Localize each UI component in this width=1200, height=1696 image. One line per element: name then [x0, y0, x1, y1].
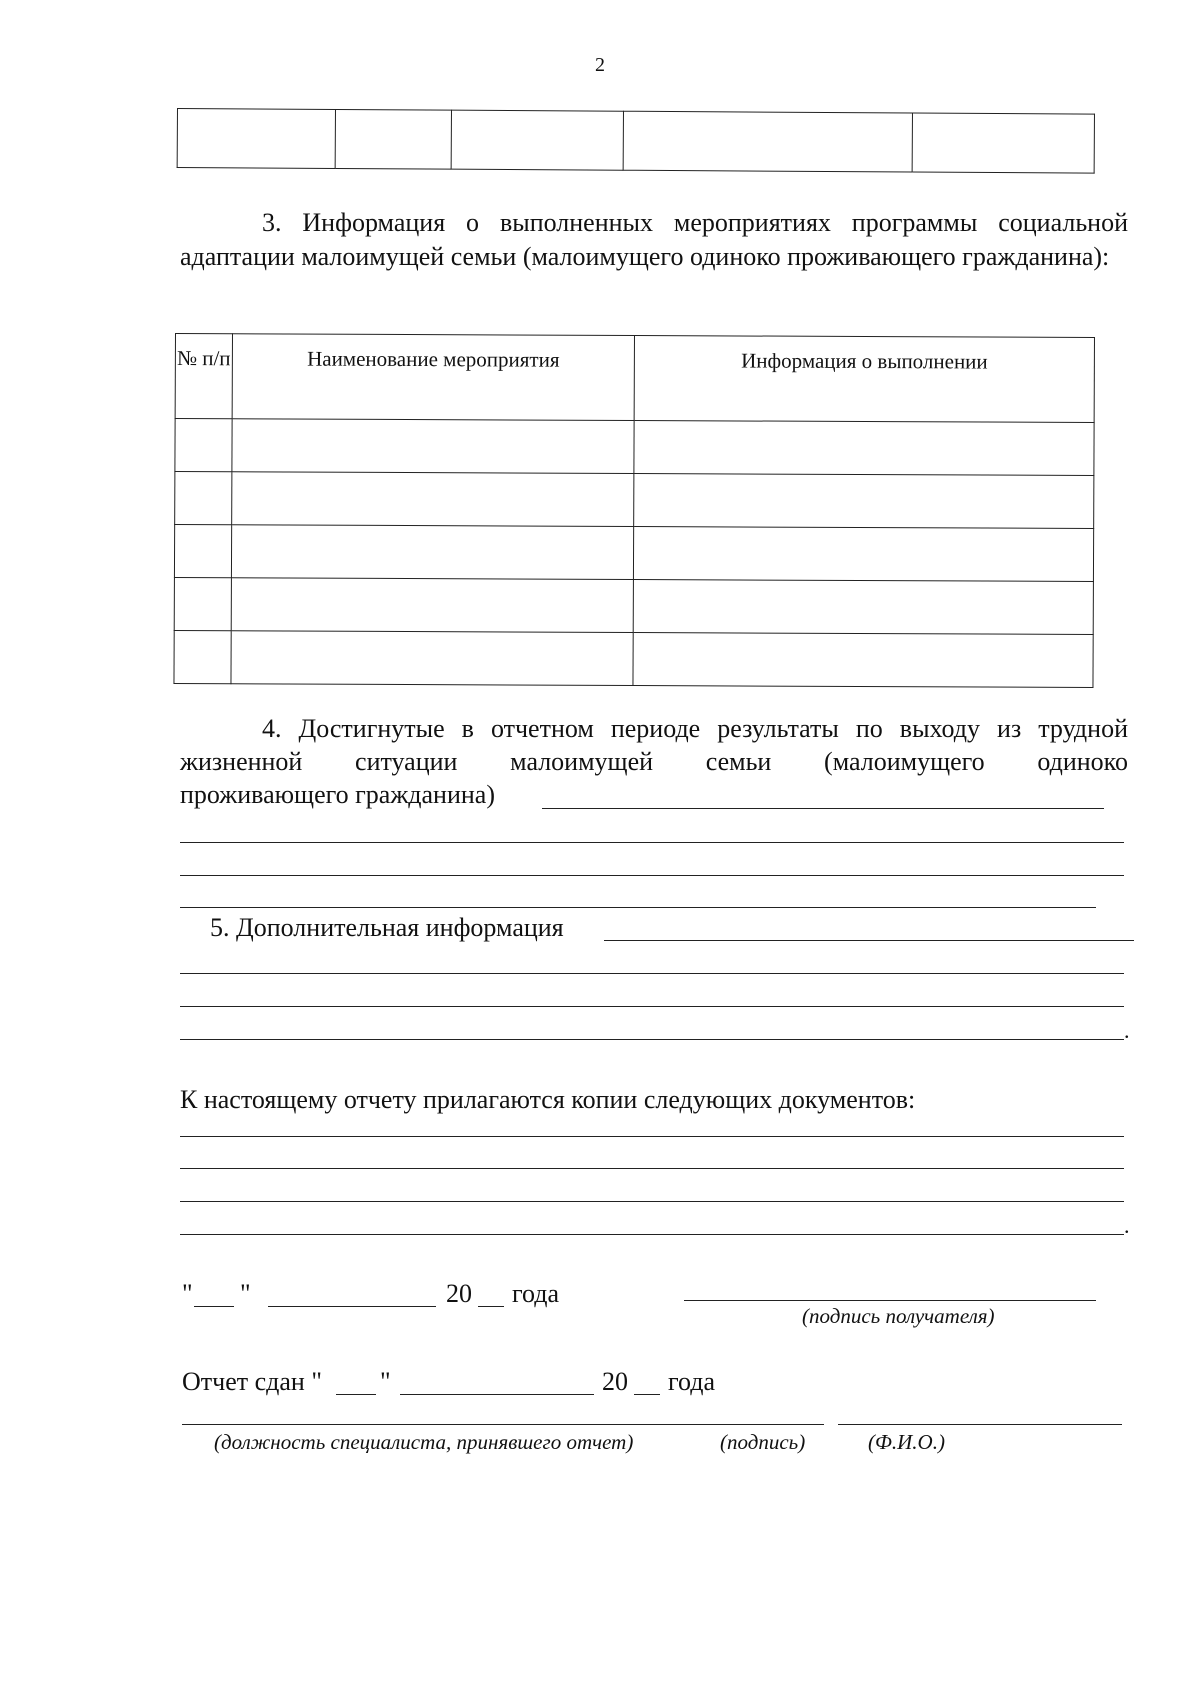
- table-cell: [623, 111, 912, 172]
- page-number: 2: [595, 54, 605, 76]
- table-cell: [451, 110, 623, 170]
- table-header-row: [175, 334, 1094, 423]
- section4-line2: жизненной ситуации малоимущей семьи (малоимущего одиноко: [180, 747, 1128, 776]
- report-year-prefix: 20: [602, 1367, 628, 1396]
- table-row: [177, 109, 1094, 174]
- table-cell[interactable]: [231, 631, 634, 686]
- table-cell[interactable]: [174, 630, 231, 683]
- date-year-prefix: 20: [446, 1279, 472, 1308]
- day-field[interactable]: [194, 1306, 234, 1307]
- fill-line[interactable]: [604, 940, 1134, 941]
- month-field[interactable]: [400, 1394, 594, 1395]
- table-row: [174, 630, 1093, 687]
- date-quote-open: ": [182, 1279, 193, 1308]
- table-cell: [177, 109, 335, 169]
- section3-text: 3. Информация о выполненных мероприятиях программы социальной адаптации малоимущей семьи (малоимущего одиноко проживающего гражданина):: [180, 208, 1128, 271]
- recipient-signature-caption: (подпись получателя): [802, 1304, 995, 1328]
- col-header-completion-info: Информация о выполнении: [634, 336, 1094, 423]
- fill-line[interactable]: [180, 875, 1124, 876]
- month-field[interactable]: [268, 1306, 436, 1307]
- col-header-no: № п/п: [175, 334, 232, 419]
- continued-table: [177, 108, 1095, 174]
- table-row: [174, 525, 1093, 582]
- fill-line[interactable]: [180, 1234, 1124, 1235]
- table-cell[interactable]: [175, 472, 232, 525]
- table-cell[interactable]: [175, 419, 232, 472]
- specialist-name-line[interactable]: [838, 1424, 1122, 1425]
- fill-line[interactable]: [180, 973, 1124, 974]
- fill-line[interactable]: [180, 1136, 1124, 1137]
- recipient-signature-line[interactable]: [684, 1300, 1096, 1301]
- table-cell[interactable]: [633, 580, 1093, 635]
- fill-line[interactable]: [180, 842, 1124, 843]
- table-row: [175, 472, 1094, 529]
- table-row: [174, 577, 1093, 634]
- table-cell[interactable]: [634, 527, 1094, 582]
- table-cell: [335, 109, 452, 169]
- fill-line[interactable]: [180, 1006, 1124, 1007]
- table-cell[interactable]: [634, 421, 1094, 476]
- end-dot: .: [1124, 1018, 1130, 1043]
- report-year-suffix: года: [668, 1367, 716, 1396]
- table-cell: [912, 113, 1094, 173]
- fill-line[interactable]: [180, 1201, 1124, 1202]
- table-cell[interactable]: [232, 419, 635, 474]
- table-cell[interactable]: [174, 525, 231, 578]
- report-submitted-label: Отчет сдан ": [182, 1367, 322, 1396]
- end-dot: .: [1124, 1213, 1130, 1238]
- section4-line3: проживающего гражданина): [180, 780, 495, 809]
- table-cell[interactable]: [633, 633, 1093, 688]
- table-cell[interactable]: [174, 577, 231, 630]
- fill-line[interactable]: [180, 1168, 1124, 1169]
- table-cell[interactable]: [231, 472, 634, 527]
- year-field[interactable]: [634, 1394, 660, 1395]
- caption-signature: (подпись): [720, 1430, 806, 1454]
- section5-label: 5. Дополнительная информация: [210, 913, 564, 942]
- fill-line[interactable]: [180, 1039, 1124, 1040]
- year-field[interactable]: [478, 1306, 504, 1307]
- caption-specialist-position: (должность специалиста, принявшего отчет): [214, 1430, 634, 1454]
- fill-line[interactable]: [542, 808, 1104, 809]
- section4-line1: 4. Достигнутые в отчетном периоде результаты по выходу из трудной: [262, 714, 1128, 743]
- table-cell[interactable]: [634, 474, 1094, 529]
- day-field[interactable]: [336, 1394, 376, 1395]
- date-year-suffix: года: [512, 1279, 560, 1308]
- specialist-position-line[interactable]: [182, 1424, 824, 1425]
- events-table: [173, 333, 1095, 688]
- table-row: [175, 419, 1094, 476]
- date-quote-close: ": [240, 1279, 251, 1308]
- table-cell[interactable]: [231, 578, 634, 633]
- attachments-label: К настоящему отчету прилагаются копии следующих документов:: [180, 1085, 916, 1114]
- report-quote-close: ": [380, 1367, 391, 1396]
- caption-full-name: (Ф.И.О.): [868, 1430, 945, 1454]
- fill-line[interactable]: [180, 907, 1096, 908]
- table-cell[interactable]: [231, 525, 634, 580]
- col-header-event-name: Наименование мероприятия: [232, 334, 635, 421]
